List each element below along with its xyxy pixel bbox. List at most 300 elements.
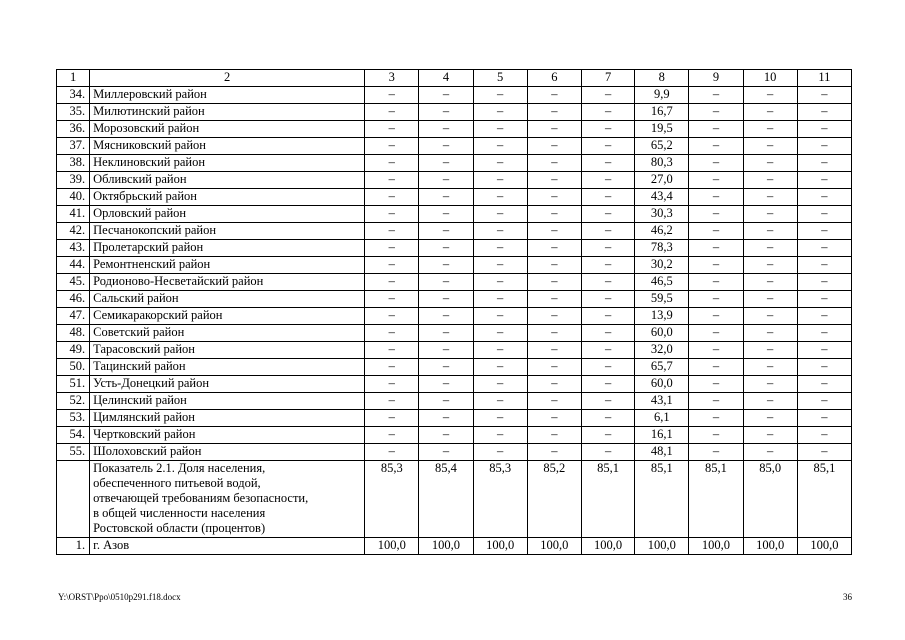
value-cell: 6,1	[635, 410, 689, 427]
value-cell: –	[527, 393, 581, 410]
district-name: Орловский район	[90, 206, 365, 223]
district-name: Милютинский район	[90, 104, 365, 121]
value-cell: –	[797, 155, 851, 172]
value-cell: 100,0	[635, 538, 689, 555]
value-cell: –	[419, 172, 473, 189]
value-cell: –	[527, 308, 581, 325]
value-cell: –	[365, 427, 419, 444]
value-cell: –	[689, 376, 743, 393]
indicator-value: 85,3	[365, 461, 419, 538]
value-cell: –	[473, 291, 527, 308]
value-cell: 43,1	[635, 393, 689, 410]
value-cell: –	[581, 342, 634, 359]
district-name: Тарасовский район	[90, 342, 365, 359]
value-cell: 100,0	[743, 538, 797, 555]
value-cell: –	[419, 376, 473, 393]
value-cell: –	[581, 444, 634, 461]
table-row	[57, 121, 852, 138]
value-cell: –	[527, 342, 581, 359]
value-cell: –	[527, 240, 581, 257]
value-cell: –	[797, 427, 851, 444]
table-row	[57, 308, 852, 325]
value-cell: –	[743, 274, 797, 291]
row-number: 55.	[57, 444, 90, 461]
value-cell: –	[419, 427, 473, 444]
district-name: Советский район	[90, 325, 365, 342]
row-number: 34.	[57, 87, 90, 104]
table-row	[57, 138, 852, 155]
row-number: 48.	[57, 325, 90, 342]
value-cell: –	[797, 444, 851, 461]
value-cell: –	[419, 138, 473, 155]
value-cell: –	[419, 257, 473, 274]
value-cell: –	[527, 410, 581, 427]
value-cell: –	[581, 376, 634, 393]
table-row	[57, 240, 852, 257]
district-name: Мясниковский район	[90, 138, 365, 155]
value-cell: 30,2	[635, 257, 689, 274]
value-cell: –	[527, 427, 581, 444]
value-cell: 100,0	[797, 538, 851, 555]
value-cell: –	[527, 223, 581, 240]
value-cell: –	[581, 240, 634, 257]
row-number: 35.	[57, 104, 90, 121]
value-cell: –	[689, 444, 743, 461]
value-cell: –	[689, 87, 743, 104]
column-header: 3	[365, 70, 419, 87]
row-number: 39.	[57, 172, 90, 189]
column-header: 7	[581, 70, 634, 87]
value-cell: –	[473, 172, 527, 189]
value-cell: –	[689, 104, 743, 121]
value-cell: –	[527, 359, 581, 376]
value-cell: –	[797, 359, 851, 376]
column-header: 5	[473, 70, 527, 87]
value-cell: 16,1	[635, 427, 689, 444]
column-header: 11	[797, 70, 851, 87]
row-number: 45.	[57, 274, 90, 291]
value-cell: –	[581, 257, 634, 274]
value-cell: –	[527, 87, 581, 104]
value-cell: –	[743, 155, 797, 172]
table-row	[57, 359, 852, 376]
value-cell: –	[473, 240, 527, 257]
value-cell: –	[743, 376, 797, 393]
value-cell: –	[797, 291, 851, 308]
value-cell: –	[473, 104, 527, 121]
row-number: 51.	[57, 376, 90, 393]
value-cell: –	[743, 393, 797, 410]
value-cell: –	[743, 121, 797, 138]
table-row	[57, 274, 852, 291]
value-cell: –	[419, 325, 473, 342]
value-cell: –	[689, 257, 743, 274]
value-cell: –	[419, 206, 473, 223]
value-cell: –	[797, 325, 851, 342]
value-cell: –	[689, 325, 743, 342]
value-cell: –	[365, 274, 419, 291]
value-cell: –	[365, 410, 419, 427]
value-cell: –	[419, 291, 473, 308]
value-cell: –	[689, 427, 743, 444]
value-cell: –	[689, 155, 743, 172]
value-cell: –	[689, 342, 743, 359]
row-number: 49.	[57, 342, 90, 359]
value-cell: –	[365, 206, 419, 223]
value-cell: –	[473, 274, 527, 291]
value-cell: –	[473, 342, 527, 359]
value-cell: –	[419, 444, 473, 461]
value-cell: –	[527, 155, 581, 172]
value-cell: –	[473, 308, 527, 325]
value-cell: –	[365, 172, 419, 189]
value-cell: –	[689, 410, 743, 427]
district-name: г. Азов	[90, 538, 365, 555]
value-cell: –	[581, 104, 634, 121]
table-row	[57, 206, 852, 223]
value-cell: –	[581, 393, 634, 410]
value-cell: 19,5	[635, 121, 689, 138]
row-number	[57, 461, 90, 538]
value-cell: –	[473, 427, 527, 444]
value-cell: –	[797, 376, 851, 393]
district-name: Тацинский район	[90, 359, 365, 376]
column-header: 10	[743, 70, 797, 87]
indicator-value: 85,1	[581, 461, 634, 538]
value-cell: –	[419, 121, 473, 138]
indicator-value: 85,4	[419, 461, 473, 538]
value-cell: –	[689, 138, 743, 155]
value-cell: –	[743, 444, 797, 461]
value-cell: 100,0	[581, 538, 634, 555]
district-name: Сальский район	[90, 291, 365, 308]
value-cell: –	[527, 444, 581, 461]
table-row	[57, 325, 852, 342]
value-cell: –	[527, 206, 581, 223]
table-row	[57, 104, 852, 121]
value-cell: –	[743, 138, 797, 155]
indicator-value: 85,2	[527, 461, 581, 538]
value-cell: –	[689, 223, 743, 240]
value-cell: –	[581, 325, 634, 342]
value-cell: –	[527, 121, 581, 138]
value-cell: –	[365, 138, 419, 155]
value-cell: –	[797, 189, 851, 206]
value-cell: –	[743, 308, 797, 325]
value-cell: –	[743, 427, 797, 444]
row-number: 54.	[57, 427, 90, 444]
value-cell: 46,2	[635, 223, 689, 240]
value-cell: 65,7	[635, 359, 689, 376]
table-row	[57, 223, 852, 240]
value-cell: –	[419, 342, 473, 359]
value-cell: –	[743, 189, 797, 206]
district-name: Неклиновский район	[90, 155, 365, 172]
value-cell: –	[419, 308, 473, 325]
value-cell: 60,0	[635, 376, 689, 393]
column-header: 2	[90, 70, 365, 87]
file-path: Y:\ORST\Ppo\0510p291.f18.docx	[58, 592, 181, 602]
value-cell: –	[473, 410, 527, 427]
row-number: 42.	[57, 223, 90, 240]
row-number: 37.	[57, 138, 90, 155]
indicator-value: 85,0	[743, 461, 797, 538]
indicator-row	[57, 461, 852, 538]
indicator-value: 85,1	[797, 461, 851, 538]
value-cell: –	[365, 291, 419, 308]
value-cell: 16,7	[635, 104, 689, 121]
district-name: Пролетарский район	[90, 240, 365, 257]
value-cell: –	[743, 240, 797, 257]
value-cell: –	[473, 189, 527, 206]
table-row	[57, 444, 852, 461]
value-cell: –	[581, 206, 634, 223]
value-cell: –	[365, 376, 419, 393]
value-cell: –	[473, 155, 527, 172]
district-name: Ремонтненский район	[90, 257, 365, 274]
row-number: 1.	[57, 538, 90, 555]
value-cell: 46,5	[635, 274, 689, 291]
value-cell: –	[527, 325, 581, 342]
value-cell: 59,5	[635, 291, 689, 308]
indicator-value: 85,1	[689, 461, 743, 538]
table-row	[57, 172, 852, 189]
district-name: Октябрьский район	[90, 189, 365, 206]
value-cell: –	[581, 359, 634, 376]
value-cell: –	[743, 410, 797, 427]
value-cell: 65,2	[635, 138, 689, 155]
value-cell: –	[797, 223, 851, 240]
value-cell: –	[365, 155, 419, 172]
value-cell: 80,3	[635, 155, 689, 172]
value-cell: –	[743, 342, 797, 359]
value-cell: –	[797, 257, 851, 274]
value-cell: –	[365, 104, 419, 121]
value-cell: –	[419, 240, 473, 257]
table-row	[57, 376, 852, 393]
value-cell: –	[419, 274, 473, 291]
value-cell: –	[473, 87, 527, 104]
value-cell: –	[527, 274, 581, 291]
value-cell: –	[581, 291, 634, 308]
row-number: 46.	[57, 291, 90, 308]
value-cell: 9,9	[635, 87, 689, 104]
value-cell: 100,0	[689, 538, 743, 555]
district-name: Усть-Донецкий район	[90, 376, 365, 393]
value-cell: –	[581, 427, 634, 444]
value-cell: –	[419, 155, 473, 172]
row-number: 52.	[57, 393, 90, 410]
value-cell: –	[527, 257, 581, 274]
row-number: 36.	[57, 121, 90, 138]
value-cell: –	[797, 410, 851, 427]
value-cell: –	[365, 257, 419, 274]
value-cell: –	[473, 359, 527, 376]
value-cell: –	[473, 223, 527, 240]
value-cell: –	[473, 444, 527, 461]
district-name: Шолоховский район	[90, 444, 365, 461]
value-cell: –	[473, 206, 527, 223]
value-cell: –	[473, 376, 527, 393]
value-cell: –	[419, 410, 473, 427]
value-cell: –	[689, 240, 743, 257]
value-cell: –	[527, 291, 581, 308]
row-number: 53.	[57, 410, 90, 427]
value-cell: –	[581, 308, 634, 325]
value-cell: –	[473, 325, 527, 342]
column-header: 6	[527, 70, 581, 87]
value-cell: –	[743, 223, 797, 240]
value-cell: –	[473, 393, 527, 410]
row-number: 41.	[57, 206, 90, 223]
value-cell: –	[365, 342, 419, 359]
value-cell: –	[419, 189, 473, 206]
value-cell: –	[581, 172, 634, 189]
value-cell: –	[581, 138, 634, 155]
value-cell: –	[797, 172, 851, 189]
value-cell: 100,0	[527, 538, 581, 555]
value-cell: 32,0	[635, 342, 689, 359]
value-cell: –	[689, 359, 743, 376]
value-cell: 27,0	[635, 172, 689, 189]
table-row	[57, 393, 852, 410]
district-name: Родионово-Несветайский район	[90, 274, 365, 291]
value-cell: –	[365, 393, 419, 410]
value-cell: –	[365, 240, 419, 257]
row-number: 43.	[57, 240, 90, 257]
value-cell: –	[419, 223, 473, 240]
value-cell: –	[581, 410, 634, 427]
value-cell: –	[581, 223, 634, 240]
value-cell: –	[743, 206, 797, 223]
table-row	[57, 538, 852, 555]
value-cell: –	[743, 325, 797, 342]
table-row	[57, 291, 852, 308]
indicator-value: 85,1	[635, 461, 689, 538]
value-cell: –	[797, 138, 851, 155]
value-cell: –	[365, 444, 419, 461]
table-row	[57, 87, 852, 104]
table-row	[57, 257, 852, 274]
value-cell: –	[581, 189, 634, 206]
value-cell: –	[743, 291, 797, 308]
value-cell: –	[797, 206, 851, 223]
value-cell: 100,0	[365, 538, 419, 555]
value-cell: –	[581, 121, 634, 138]
value-cell: –	[365, 308, 419, 325]
value-cell: 100,0	[419, 538, 473, 555]
value-cell: 100,0	[473, 538, 527, 555]
district-name: Морозовский район	[90, 121, 365, 138]
value-cell: –	[797, 121, 851, 138]
value-cell: –	[797, 104, 851, 121]
value-cell: 30,3	[635, 206, 689, 223]
value-cell: –	[365, 325, 419, 342]
value-cell: –	[797, 393, 851, 410]
indicator-name: Показатель 2.1. Доля населения, обеспеченного питьевой водой, отвечающей требованиям безопасности, в общей численности населения Ростовской области (процентов)	[90, 461, 365, 538]
value-cell: –	[365, 189, 419, 206]
row-number: 40.	[57, 189, 90, 206]
value-cell: –	[419, 393, 473, 410]
row-number: 44.	[57, 257, 90, 274]
row-number: 50.	[57, 359, 90, 376]
value-cell: –	[473, 121, 527, 138]
district-name: Цимлянский район	[90, 410, 365, 427]
value-cell: –	[365, 223, 419, 240]
value-cell: –	[365, 87, 419, 104]
value-cell: –	[581, 87, 634, 104]
value-cell: –	[797, 87, 851, 104]
value-cell: –	[527, 376, 581, 393]
district-name: Целинский район	[90, 393, 365, 410]
district-name: Миллеровский район	[90, 87, 365, 104]
table-row	[57, 410, 852, 427]
value-cell: –	[365, 121, 419, 138]
value-cell: –	[743, 87, 797, 104]
value-cell: –	[743, 104, 797, 121]
table-row	[57, 427, 852, 444]
value-cell: –	[797, 308, 851, 325]
district-name: Песчанокопский район	[90, 223, 365, 240]
district-name: Обливский район	[90, 172, 365, 189]
value-cell: –	[689, 206, 743, 223]
value-cell: –	[743, 257, 797, 274]
value-cell: –	[527, 138, 581, 155]
value-cell: –	[419, 87, 473, 104]
value-cell: –	[527, 172, 581, 189]
value-cell: –	[743, 172, 797, 189]
table-body	[57, 70, 852, 555]
value-cell: –	[689, 308, 743, 325]
indicator-value: 85,3	[473, 461, 527, 538]
value-cell: –	[473, 257, 527, 274]
data-table	[56, 69, 852, 555]
value-cell: –	[797, 240, 851, 257]
value-cell: –	[527, 104, 581, 121]
district-name: Семикаракорский район	[90, 308, 365, 325]
value-cell: 48,1	[635, 444, 689, 461]
value-cell: –	[581, 155, 634, 172]
value-cell: –	[689, 189, 743, 206]
value-cell: 13,9	[635, 308, 689, 325]
value-cell: –	[797, 342, 851, 359]
table-row	[57, 155, 852, 172]
column-header: 1	[57, 70, 90, 87]
value-cell: –	[743, 359, 797, 376]
value-cell: –	[797, 274, 851, 291]
column-header: 4	[419, 70, 473, 87]
value-cell: –	[689, 291, 743, 308]
value-cell: –	[365, 359, 419, 376]
value-cell: –	[689, 274, 743, 291]
value-cell: –	[689, 393, 743, 410]
value-cell: –	[419, 359, 473, 376]
row-number: 38.	[57, 155, 90, 172]
value-cell: –	[581, 274, 634, 291]
column-header: 8	[635, 70, 689, 87]
value-cell: –	[689, 172, 743, 189]
value-cell: –	[419, 104, 473, 121]
table-row	[57, 189, 852, 206]
value-cell: –	[689, 121, 743, 138]
header-row	[57, 70, 852, 87]
value-cell: –	[473, 138, 527, 155]
value-cell: –	[527, 189, 581, 206]
page-number: 36	[843, 592, 852, 602]
table-row	[57, 342, 852, 359]
value-cell: 78,3	[635, 240, 689, 257]
row-number: 47.	[57, 308, 90, 325]
